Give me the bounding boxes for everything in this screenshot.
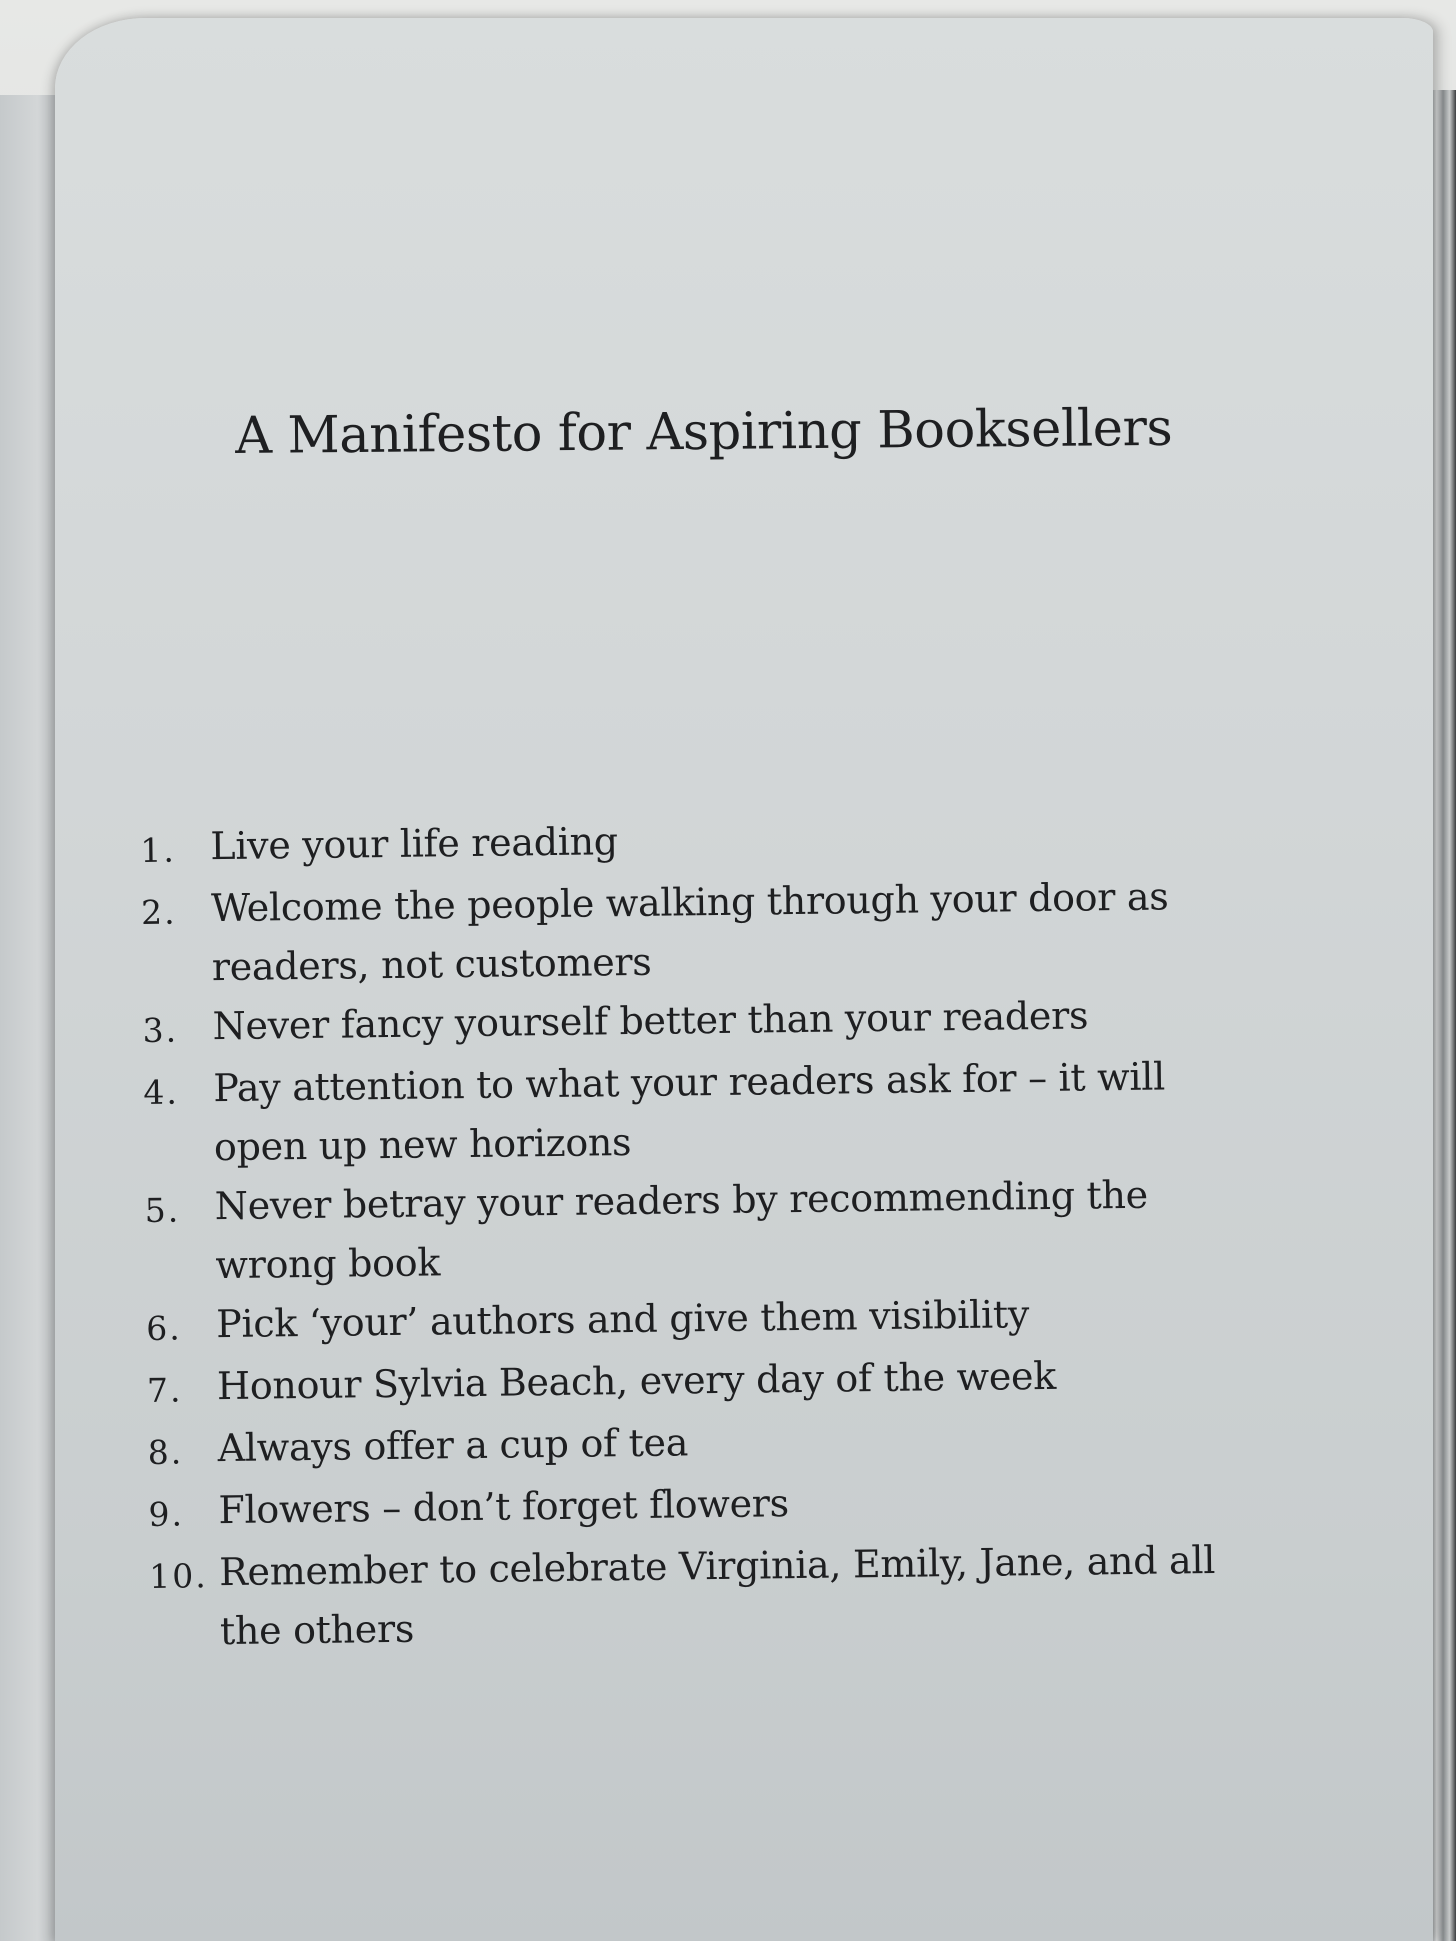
item-text: Remember to celebrate Virginia, Emily, Jane, and all the others xyxy=(218,1537,1216,1654)
item-text: Honour Sylvia Beach, every day of the week xyxy=(216,1353,1057,1409)
list-item xyxy=(149,1531,1250,1662)
item-text: Live your life reading xyxy=(210,819,619,869)
item-number: 1. xyxy=(140,830,177,870)
item-number: 5. xyxy=(144,1190,181,1230)
item-number: 7. xyxy=(146,1370,183,1410)
item-number: 3. xyxy=(142,1010,179,1050)
book-page xyxy=(55,18,1433,1941)
item-number: 2. xyxy=(140,892,177,932)
item-number: 4. xyxy=(143,1072,180,1112)
item-text: Never fancy yourself better than your readers xyxy=(212,993,1089,1049)
list-item xyxy=(144,1165,1245,1296)
item-number: 10. xyxy=(149,1556,208,1596)
item-text: Flowers – don’t forget flowers xyxy=(218,1481,790,1533)
item-text: Never betray your readers by recommending the wrong book xyxy=(214,1172,1149,1288)
list-item xyxy=(143,1047,1244,1178)
manifesto-list xyxy=(140,805,1250,1662)
item-text: Welcome the people walking through your door as readers, not customers xyxy=(210,874,1169,990)
item-number: 8. xyxy=(147,1432,184,1472)
list-item xyxy=(141,867,1242,998)
item-text: Always offer a cup of tea xyxy=(217,1420,689,1471)
page-title: A Manifesto for Aspiring Booksellers xyxy=(234,398,1173,466)
item-number: 6. xyxy=(145,1308,182,1348)
item-number: 9. xyxy=(148,1494,185,1534)
item-text: Pick ‘your’ authors and give them visibility xyxy=(215,1292,1030,1347)
item-text: Pay attention to what your readers ask for – it will open up new horizons xyxy=(213,1054,1166,1170)
previous-page-edge xyxy=(0,95,62,1941)
